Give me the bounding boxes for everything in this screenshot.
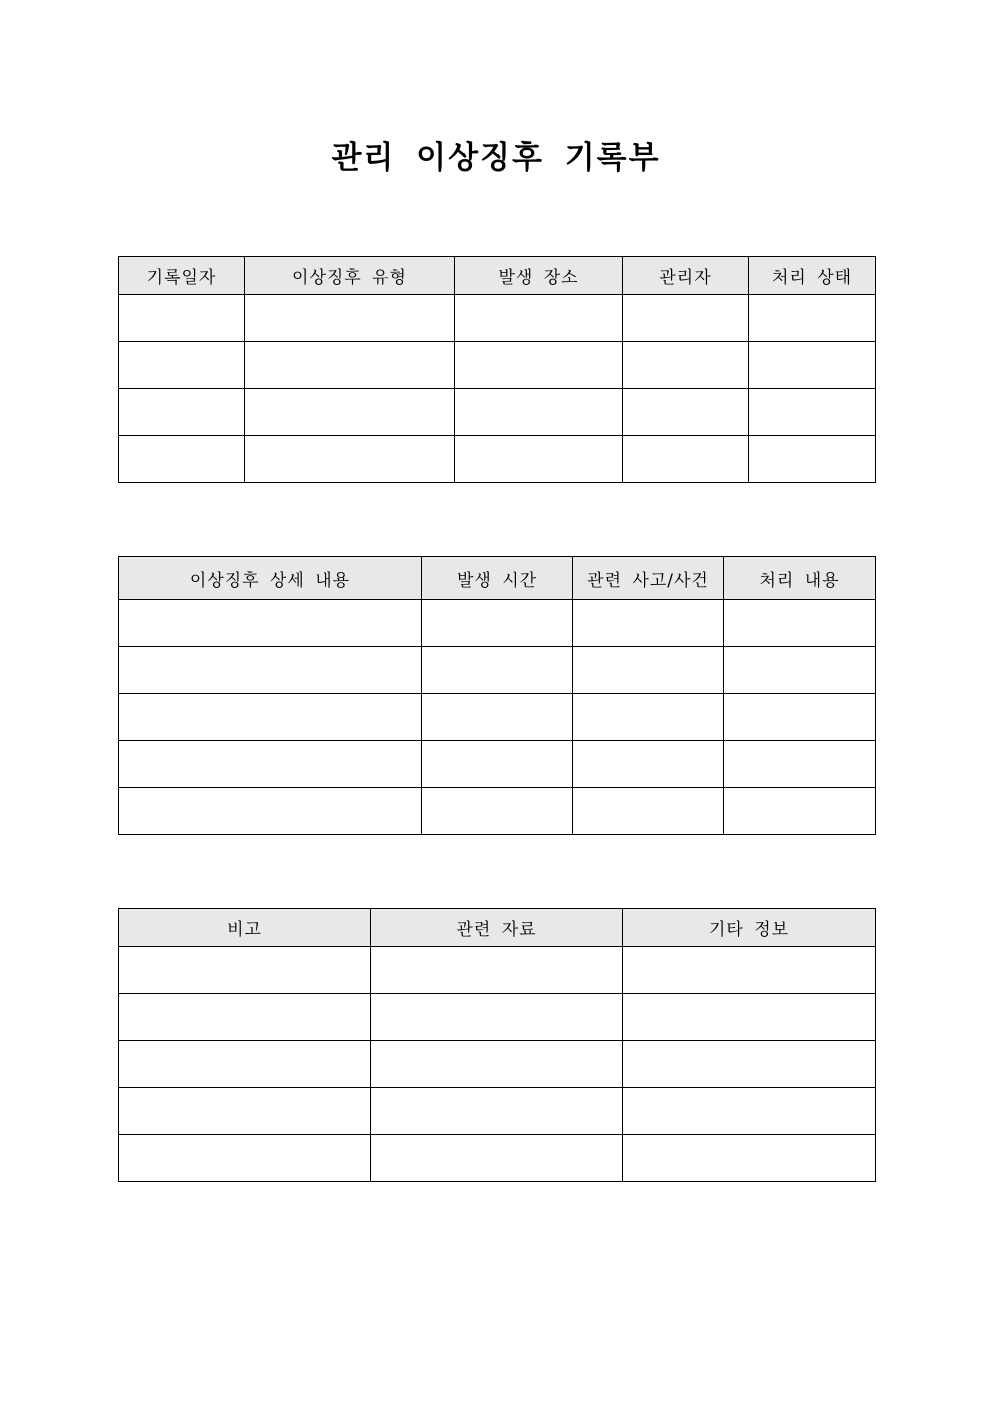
table-cell[interactable] <box>623 1041 876 1088</box>
table-row <box>119 788 876 835</box>
table-row <box>119 600 876 647</box>
table-cell[interactable] <box>245 342 455 389</box>
table-cell[interactable] <box>245 295 455 342</box>
header-location: 발생 장소 <box>455 257 623 295</box>
table-cell[interactable] <box>724 694 876 741</box>
table-cell[interactable] <box>749 295 876 342</box>
table-cell[interactable] <box>119 295 245 342</box>
table-cell[interactable] <box>119 389 245 436</box>
table-cell[interactable] <box>573 647 724 694</box>
table-cell[interactable] <box>119 342 245 389</box>
table-cell[interactable] <box>119 436 245 483</box>
table-cell[interactable] <box>371 1135 623 1182</box>
table-row <box>119 741 876 788</box>
table-cell[interactable] <box>422 694 573 741</box>
table-cell[interactable] <box>119 1041 371 1088</box>
table-row <box>119 436 876 483</box>
table-cell[interactable] <box>724 647 876 694</box>
table-cell[interactable] <box>119 947 371 994</box>
record-summary-table <box>118 256 876 483</box>
table-cell[interactable] <box>371 994 623 1041</box>
table-cell[interactable] <box>119 741 422 788</box>
table-cell[interactable] <box>623 436 749 483</box>
table-header-row <box>119 909 876 947</box>
table-row <box>119 694 876 741</box>
table-row <box>119 1041 876 1088</box>
header-action-taken: 처리 내용 <box>724 557 876 600</box>
table-cell[interactable] <box>455 342 623 389</box>
table-cell[interactable] <box>573 600 724 647</box>
table-cell[interactable] <box>119 694 422 741</box>
table-cell[interactable] <box>573 741 724 788</box>
table-row <box>119 947 876 994</box>
table-row <box>119 389 876 436</box>
header-anomaly-detail: 이상징후 상세 내용 <box>119 557 422 600</box>
table-header-row <box>119 557 876 600</box>
header-remarks: 비고 <box>119 909 371 947</box>
table-cell[interactable] <box>623 1135 876 1182</box>
table-cell[interactable] <box>573 694 724 741</box>
header-manager: 관리자 <box>623 257 749 295</box>
table-cell[interactable] <box>724 788 876 835</box>
table-cell[interactable] <box>422 600 573 647</box>
header-related-materials: 관련 자료 <box>371 909 623 947</box>
table-row <box>119 342 876 389</box>
table-cell[interactable] <box>623 994 876 1041</box>
header-related-incident: 관련 사고/사건 <box>573 557 724 600</box>
table-cell[interactable] <box>749 436 876 483</box>
table-cell[interactable] <box>623 295 749 342</box>
table-cell[interactable] <box>119 600 422 647</box>
remarks-table <box>118 908 876 1182</box>
header-other-info: 기타 정보 <box>623 909 876 947</box>
table-cell[interactable] <box>371 1088 623 1135</box>
table-cell[interactable] <box>422 647 573 694</box>
page-title: 관리 이상징후 기록부 <box>331 140 661 176</box>
table-cell[interactable] <box>623 342 749 389</box>
table-header-row <box>119 257 876 295</box>
table-row <box>119 647 876 694</box>
header-status: 처리 상태 <box>749 257 876 295</box>
table-cell[interactable] <box>119 1135 371 1182</box>
table-cell[interactable] <box>724 600 876 647</box>
table-row <box>119 295 876 342</box>
table-cell[interactable] <box>422 788 573 835</box>
table-cell[interactable] <box>455 389 623 436</box>
table-cell[interactable] <box>371 1041 623 1088</box>
table-cell[interactable] <box>455 295 623 342</box>
table-cell[interactable] <box>623 389 749 436</box>
table-cell[interactable] <box>623 1088 876 1135</box>
table-cell[interactable] <box>245 436 455 483</box>
header-occurrence-time: 발생 시간 <box>422 557 573 600</box>
table-cell[interactable] <box>422 741 573 788</box>
table-cell[interactable] <box>623 947 876 994</box>
table-row <box>119 994 876 1041</box>
table-cell[interactable] <box>371 947 623 994</box>
table-cell[interactable] <box>119 788 422 835</box>
table-cell[interactable] <box>749 389 876 436</box>
table-cell[interactable] <box>455 436 623 483</box>
table-cell[interactable] <box>119 647 422 694</box>
table-cell[interactable] <box>245 389 455 436</box>
table-row <box>119 1088 876 1135</box>
table-cell[interactable] <box>724 741 876 788</box>
header-anomaly-type: 이상징후 유형 <box>245 257 455 295</box>
header-record-date: 기록일자 <box>119 257 245 295</box>
table-cell[interactable] <box>119 994 371 1041</box>
anomaly-detail-table <box>118 556 876 835</box>
table-row <box>119 1135 876 1182</box>
table-cell[interactable] <box>749 342 876 389</box>
table-cell[interactable] <box>119 1088 371 1135</box>
table-cell[interactable] <box>573 788 724 835</box>
